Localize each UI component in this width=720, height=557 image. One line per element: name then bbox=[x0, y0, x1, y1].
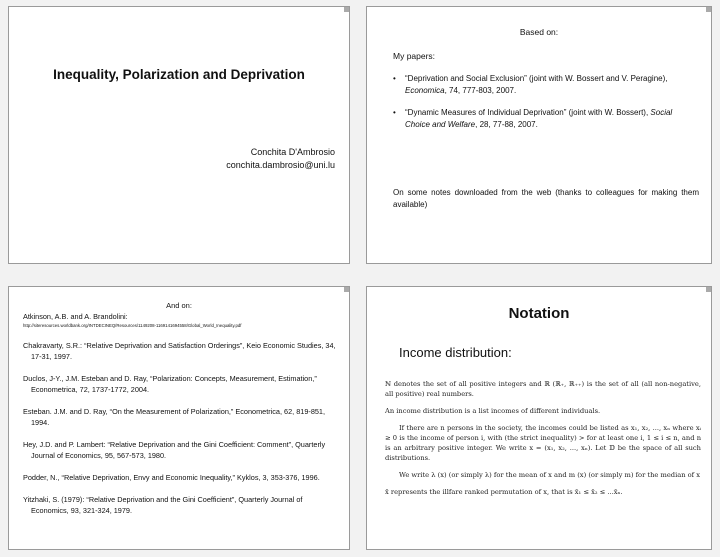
notation-paragraph: We write λ (x) (or simply λ) for the mean of x and m (x) (or simply m) for the median of x bbox=[399, 471, 701, 479]
notes-acknowledgement: On some notes downloaded from the web (thanks to colleagues for making them available) bbox=[393, 188, 699, 209]
reference-item bbox=[23, 311, 341, 329]
bullet: • bbox=[393, 108, 396, 117]
reference-item: Chakravarty, S.R.: “Relative Deprivation and Satisfaction Orderings”, Keio Economic Studies, 34, 17-31, 1997. bbox=[23, 341, 336, 361]
notation-paragraph: If there are n persons in the society, the incomes could be listed as x₁, x₂, ..., xₙ where xᵢ ≥ 0 is the income of person i, with (the strict inequality) > for at least one i, 1 ≤ i ≤ n, and n is an arbitrary positive integer. We write x = (x₁, x₂, ..., xₙ). Let 𝔻 be the space of all such distributions. bbox=[385, 424, 701, 462]
paper-title: “Deprivation and Social Exclusion” (joint with W. Bossert and V. Peragine), bbox=[405, 74, 668, 83]
paper-title: “Dynamic Measures of Individual Deprivation” (joint with W. Bossert), bbox=[405, 108, 651, 117]
slide-corner-mark bbox=[344, 286, 350, 292]
reference-text: Atkinson, A.B. and A. Brandolini: bbox=[23, 312, 128, 321]
reference-item: Podder, N., “Relative Deprivation, Envy and Economic Inequality,” Kyklos, 3, 353-376, 1996. bbox=[23, 473, 320, 482]
notation-paragraph: ℕ denotes the set of all positive integers and ℝ (ℝ₊, ℝ₊₊) is the set of all (all non-negative, all positive) real numbers. bbox=[385, 380, 701, 398]
slide-corner-mark bbox=[706, 6, 712, 12]
reference-url[interactable]: http://siteresources.worldbank.org/INTDECINEQ/Resources/1149208-1169141694558/Global_World_Inequality.pdf bbox=[23, 323, 242, 328]
slide-corner-mark bbox=[706, 286, 712, 292]
and-on-heading: And on: bbox=[166, 301, 192, 310]
reference-list bbox=[23, 311, 341, 527]
slide-references bbox=[8, 286, 350, 550]
papers-list bbox=[393, 73, 699, 141]
reference-item: Duclos, J-Y., J.M. Esteban and D. Ray, “Polarization: Concepts, Measurement, Estimation,” Econometrica, 72, 1737-1772, 2004. bbox=[23, 374, 317, 394]
paper-item bbox=[393, 107, 699, 131]
reference-item: Esteban. J.M. and D. Ray, “On the Measurement of Polarization,” Econometrica, 62, 819-851, 1994. bbox=[23, 407, 326, 427]
paper-details: , 28, 77-88, 2007. bbox=[475, 120, 538, 129]
income-distribution-subtitle: Income distribution: bbox=[399, 345, 512, 360]
author-email: conchita.dambrosio@uni.lu bbox=[226, 160, 335, 170]
notation-title: Notation bbox=[508, 305, 570, 322]
paper-item bbox=[393, 73, 699, 97]
reference-item: Yitzhaki, S. (1979): “Relative Deprivation and the Gini Coefficient”, Quarterly Journal of Economics, 93, 321-324, 1979. bbox=[23, 495, 303, 515]
paper-details: , 74, 777-803, 2007. bbox=[444, 86, 517, 95]
slide-title-heading: Inequality, Polarization and Deprivation bbox=[53, 67, 305, 82]
slide-based-on bbox=[366, 6, 712, 264]
my-papers-label: My papers: bbox=[393, 51, 436, 61]
notation-paragraph: An income distribution is a list incomes of different individuals. bbox=[385, 407, 601, 415]
reference-item: Hey, J.D. and P. Lambert: “Relative Deprivation and the Gini Coefficient: Comment”, Quarterly Journal of Economics, 95, 567-573, 1980. bbox=[23, 440, 326, 460]
paper-journal: Social Choice and Welfare bbox=[405, 108, 673, 129]
author-name: Conchita D'Ambrosio bbox=[250, 147, 335, 157]
slide-notation bbox=[366, 286, 712, 550]
paper-journal: Economica bbox=[405, 86, 445, 95]
notation-paragraph: x̄ represents the illfare ranked permutation of x, that is x̄₁ ≤ x̄₂ ≤ ...x̄ₙ. bbox=[385, 488, 623, 496]
slide-corner-mark bbox=[344, 6, 350, 12]
bullet: • bbox=[393, 74, 396, 83]
based-on-heading: Based on: bbox=[519, 27, 559, 37]
slide-title bbox=[8, 6, 350, 264]
notation-body bbox=[385, 379, 701, 504]
